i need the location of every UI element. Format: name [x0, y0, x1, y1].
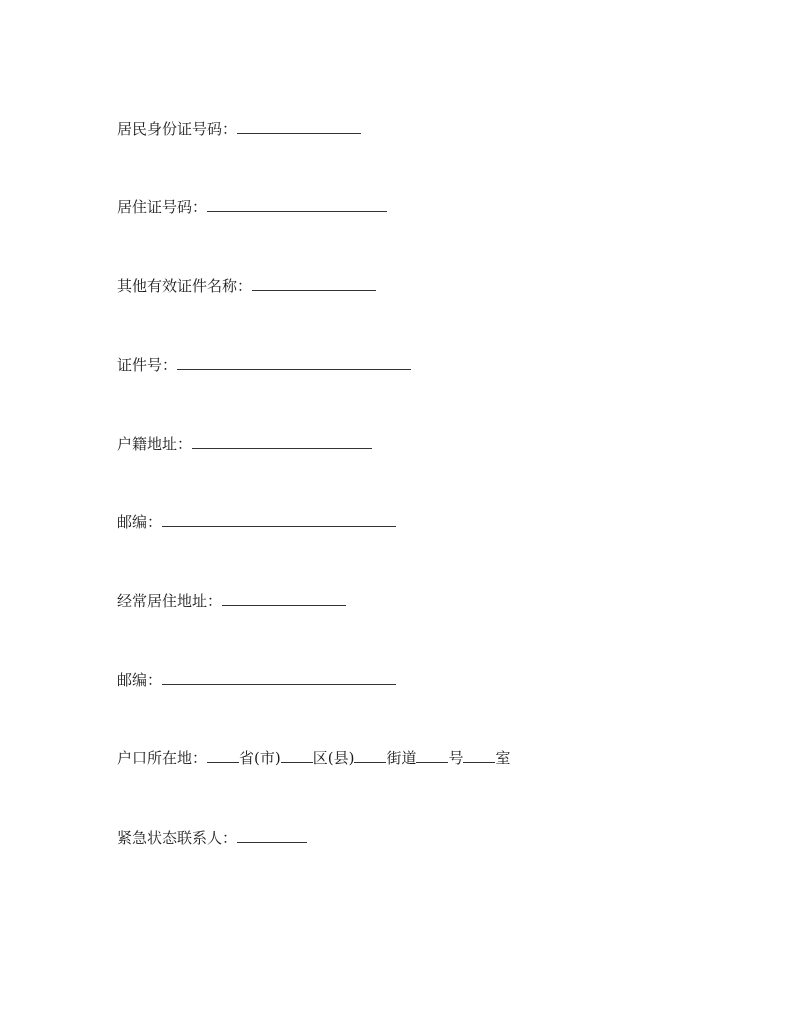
document-number-label: 证件号：	[117, 356, 178, 374]
hukou-number-blank[interactable]	[416, 748, 448, 763]
postcode-blank-2[interactable]	[162, 670, 396, 685]
hukou-province-text: 省(市)	[239, 749, 281, 767]
hukou-room-text: 室	[495, 749, 511, 767]
id-number-row	[117, 119, 361, 139]
postcode-blank-1[interactable]	[162, 512, 396, 527]
residence-permit-row	[117, 197, 387, 217]
residence-permit-label: 居住证号码：	[117, 198, 208, 216]
usual-address-blank[interactable]	[222, 591, 346, 606]
hukou-room-blank[interactable]	[463, 748, 495, 763]
hukou-number-text: 号	[448, 749, 464, 767]
postcode-label: 邮编：	[117, 671, 163, 689]
hukou-district-blank[interactable]	[281, 748, 313, 763]
other-document-row	[117, 276, 376, 296]
usual-address-row	[117, 591, 346, 611]
postcode-row-1	[117, 512, 396, 532]
residence-permit-blank[interactable]	[207, 197, 387, 212]
hukou-label: 户口所在地：	[117, 749, 208, 767]
postcode-row-2	[117, 670, 396, 690]
other-document-name-blank[interactable]	[252, 276, 376, 291]
hukou-province-blank[interactable]	[207, 748, 239, 763]
document-number-row	[117, 355, 411, 375]
emergency-contact-blank[interactable]	[237, 828, 307, 843]
household-address-label: 户籍地址：	[117, 435, 193, 453]
household-address-row	[117, 434, 372, 454]
id-number-blank[interactable]	[237, 119, 361, 134]
hukou-street-text: 街道	[386, 749, 417, 767]
other-document-name-label: 其他有效证件名称：	[117, 277, 253, 295]
id-number-label: 居民身份证号码：	[117, 120, 238, 138]
postcode-label: 邮编：	[117, 513, 163, 531]
emergency-contact-row	[117, 828, 307, 848]
usual-address-label: 经常居住地址：	[117, 592, 223, 610]
household-address-blank[interactable]	[192, 434, 372, 449]
hukou-street-blank[interactable]	[354, 748, 386, 763]
emergency-contact-label: 紧急状态联系人：	[117, 829, 238, 847]
hukou-district-text: 区(县)	[312, 749, 355, 767]
hukou-row	[117, 748, 511, 768]
document-number-blank[interactable]	[177, 355, 411, 370]
